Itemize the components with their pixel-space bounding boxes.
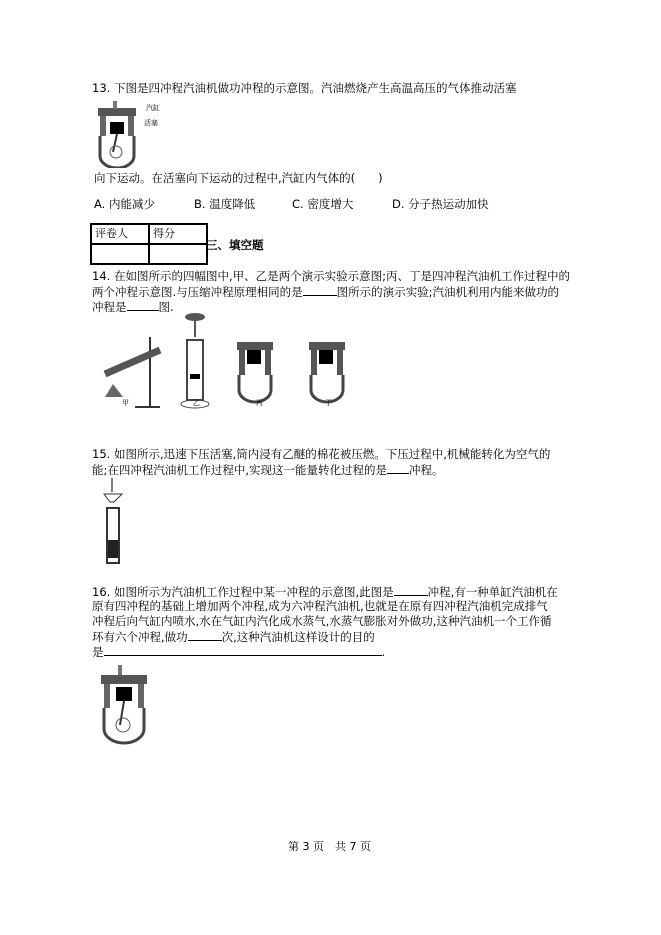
fig-label-bing: 丙 bbox=[256, 399, 263, 407]
score-table bbox=[90, 223, 208, 265]
fig-label-piston: 活塞 bbox=[144, 119, 158, 127]
q14-line3: 冲程是 图. bbox=[92, 300, 174, 314]
q16-line1: 16. 如图所示为汽油机工作过程中某一冲程的示意图,此图是 冲程,有一种单缸汽油机在 bbox=[92, 585, 558, 599]
fig-label-yi: 乙 bbox=[193, 399, 200, 407]
air-compression-figure bbox=[100, 478, 130, 568]
q16-line3: 冲程后向气缸内喷水,水在气缸内汽化成水蒸气,水蒸气膨胀对外做功,这种汽油机一个工作循 bbox=[92, 614, 552, 628]
q13-line1: 13. 下图是四冲程汽油机做功冲程的示意图。汽油燃烧产生高温高压的气体推动活塞 bbox=[92, 81, 517, 95]
q15-line2: 能;在四冲程汽油机工作过程中,实现这一能量转化过程的是 冲程。 bbox=[92, 463, 444, 477]
q14-line1: 14. 在如图所示的四幅图中,甲、乙是两个演示实验示意图;丙、丁是四冲程汽油机工作过程中的 bbox=[92, 269, 570, 283]
section-title: 三、填空题 bbox=[206, 238, 264, 252]
q16-line2: 原有四冲程的基础上增加两个冲程,成为六冲程汽油机,也就是在原有四冲程汽油机完成排气 bbox=[92, 599, 548, 613]
q15-line1: 15. 如图所示,迅速下压活塞,筒内浸有乙醚的棉花被压燃。下压过程中,机械能转化为空气的 bbox=[92, 447, 551, 461]
grader-header: 评卷人 bbox=[91, 224, 149, 244]
engine-diagram-q16 bbox=[98, 665, 153, 747]
page-footer: 第 3 页 共 7 页 bbox=[288, 840, 371, 853]
score-header: 得分 bbox=[149, 224, 207, 244]
score-cell bbox=[149, 244, 207, 264]
fig-label-cylinder: 汽缸 bbox=[146, 104, 160, 112]
q14-line2: 两个冲程示意图.与压缩冲程原理相同的是 图所示的演示实验;汽油机利用内能来做功的 bbox=[92, 285, 560, 299]
option-c: C. 密度增大 bbox=[292, 197, 354, 211]
fig-label-jia: 甲 bbox=[122, 399, 129, 407]
option-d: D. 分子热运动加快 bbox=[392, 197, 489, 211]
grader-cell bbox=[91, 244, 149, 264]
option-a: A. 内能减少 bbox=[94, 197, 155, 211]
option-b: B. 温度降低 bbox=[194, 197, 256, 211]
q16-line5: 是 . bbox=[92, 645, 386, 659]
q16-line4: 环有六个冲程,做功 次,这种汽油机这样设计的目的 bbox=[92, 630, 375, 644]
q14-figures bbox=[95, 312, 365, 412]
q13-line2: 向下运动。在活塞向下运动的过程中,汽缸内气体的( ) bbox=[94, 171, 383, 185]
engine-diagram-q13 bbox=[95, 100, 145, 168]
fig-label-ding: 丁 bbox=[325, 399, 332, 407]
